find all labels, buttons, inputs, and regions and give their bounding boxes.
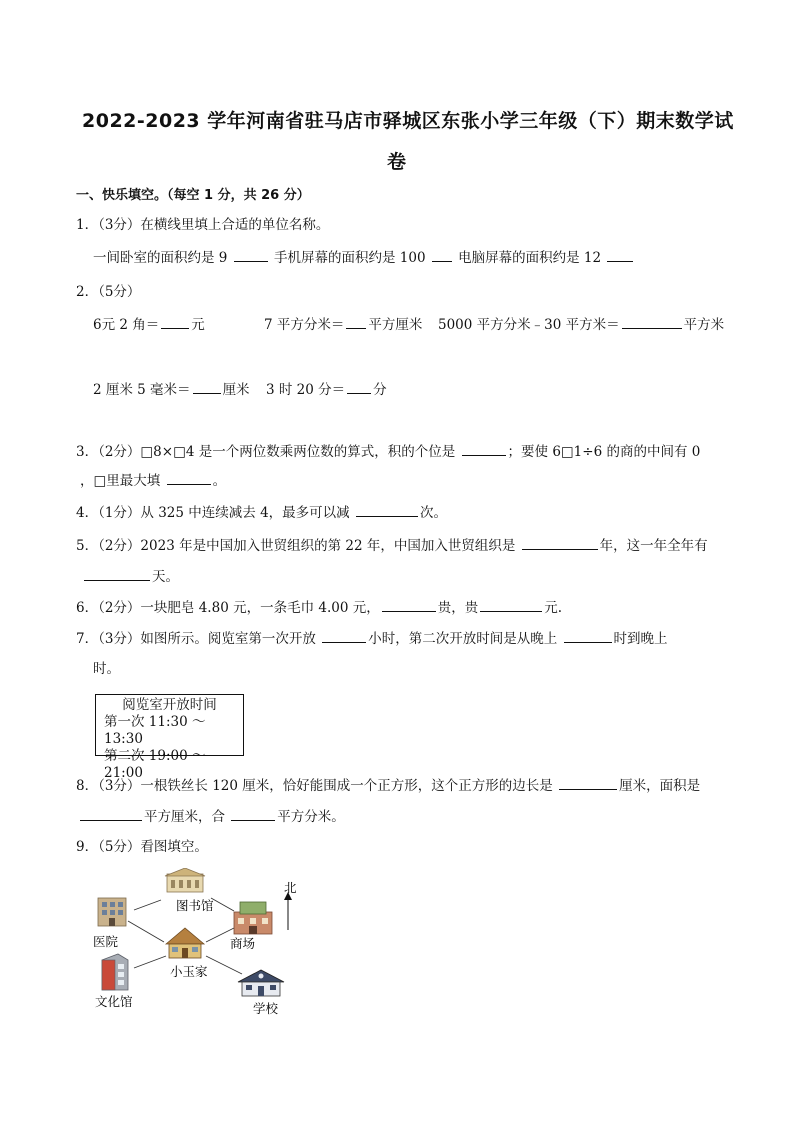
- section-heading: 一、快乐填空。（每空 1 分，共 26 分）: [76, 188, 310, 203]
- reading-room-hours-box: [95, 694, 244, 781]
- q2-e-text: 3 时 20 分＝: [266, 382, 346, 398]
- question-9-stem: 9．（5分）看图填空。: [76, 839, 208, 855]
- hospital-icon: [98, 898, 126, 926]
- q2-d-unit: 厘米: [222, 382, 250, 398]
- question-3-line1: [76, 442, 700, 461]
- home-icon: [166, 928, 204, 958]
- q5-text-a: 5．（2分）2023 年是中国加入世贸组织的第 22 年，中国加入世贸组织是: [76, 538, 516, 554]
- school-icon: [238, 970, 284, 996]
- box-title: 阅览室开放时间: [122, 697, 217, 713]
- q3-blank-b[interactable]: [167, 471, 211, 485]
- q3-text-a: 3．（2分）□8×□4 是一个两位数乘两位数的算式，积的个位是: [76, 444, 456, 460]
- q2-c-unit: 平方米: [683, 317, 725, 333]
- q2-blank-d[interactable]: [193, 380, 221, 394]
- mall-icon: [234, 902, 272, 934]
- q2-d-text: 2 厘米 5 毫米＝: [93, 382, 191, 398]
- q2-b-text: 7 平方分米＝: [264, 317, 345, 333]
- question-4: [76, 503, 447, 522]
- q6-text-a: 6．（2分）一块肥皂 4.80 元，一条毛巾 4.00 元，: [76, 600, 380, 616]
- q8-text-b: 厘米，面积是: [619, 778, 701, 794]
- q4-text-b: 次。: [419, 505, 447, 521]
- question-8-line1: [76, 776, 700, 795]
- q2-blank-e[interactable]: [347, 380, 371, 394]
- q5-text-c: 天。: [152, 569, 179, 585]
- q6-text-b: 贵，贵: [437, 600, 479, 616]
- q2-b-unit: 平方厘米: [368, 317, 423, 333]
- q2-item-e: [266, 380, 387, 399]
- page-title-line2: 卷: [387, 151, 407, 173]
- question-5-line2: [82, 567, 179, 586]
- q6-blank-b[interactable]: [480, 598, 542, 612]
- q1-blank-b[interactable]: [432, 248, 452, 262]
- q8-blank-b[interactable]: [80, 807, 142, 821]
- q3-text-d: 。: [212, 473, 227, 489]
- q2-blank-a[interactable]: [161, 315, 189, 329]
- q8-text-c: 平方厘米，合: [144, 809, 225, 825]
- mall-label: 商场: [230, 936, 256, 951]
- question-6: [76, 598, 562, 617]
- q2-item-c: [438, 315, 724, 334]
- box-row-first: 第一次 11:30 ～13:30: [104, 714, 206, 747]
- box-row-second: 第二次 19:00 ～21:00: [104, 748, 206, 781]
- question-8-line2: [78, 807, 345, 826]
- north-label: 北: [284, 880, 297, 895]
- library-icon: [165, 868, 205, 892]
- question-1-stem: 1．（3分）在横线里填上合适的单位名称。: [76, 217, 330, 233]
- page-title-line1: 2022-2023 学年河南省驻马店市驿城区东张小学三年级（下）期末数学试: [82, 110, 734, 132]
- q3-text-c: ，□里最大填: [80, 473, 161, 489]
- q8-blank-a[interactable]: [559, 776, 617, 790]
- q2-a-unit: 元: [191, 317, 205, 333]
- q7-text-b: 小时，第二次开放时间是从晚上: [368, 631, 558, 647]
- q2-e-unit: 分: [373, 382, 387, 398]
- q1-b-text: 手机屏幕的面积约是 100: [273, 250, 426, 266]
- q1-a-text: 一间卧室的面积约是 9: [93, 250, 228, 266]
- q7-blank-b[interactable]: [564, 629, 612, 643]
- question-5-line1: [76, 536, 708, 555]
- north-arrow-icon: [284, 892, 292, 930]
- q2-blank-c[interactable]: [622, 315, 682, 329]
- q5-blank-a[interactable]: [522, 536, 598, 550]
- question-7-line2: 时。: [93, 661, 120, 677]
- library-label: 图书馆: [176, 898, 214, 913]
- q1-c-text: 电脑屏幕的面积约是 12: [458, 250, 602, 266]
- q6-blank-a[interactable]: [382, 598, 436, 612]
- q2-blank-b[interactable]: [346, 315, 366, 329]
- q4-blank[interactable]: [356, 503, 418, 517]
- q3-text-b: ；要使 6□1÷6 的商的中间有 0: [507, 444, 701, 460]
- q5-blank-b[interactable]: [84, 567, 150, 581]
- culture-center-label: 文化馆: [95, 994, 133, 1009]
- q6-text-c: 元.: [544, 600, 563, 616]
- q4-text-a: 4．（1分）从 325 中连续减去 4，最多可以减: [76, 505, 350, 521]
- q7-blank-a[interactable]: [322, 629, 366, 643]
- location-map: [88, 868, 318, 1020]
- q1-blank-a[interactable]: [234, 248, 268, 262]
- q8-text-d: 平方分米。: [277, 809, 345, 825]
- q2-c-text: 5000 平方分米﹣30 平方米＝: [438, 317, 620, 333]
- q2-item-d: [93, 380, 250, 399]
- culture-center-icon: [102, 954, 128, 990]
- question-2-stem: 2．（5分）: [76, 284, 141, 300]
- q7-text-a: 7．（3分）如图所示。阅览室第一次开放: [76, 631, 316, 647]
- q2-a-text: 6元 2 角＝: [93, 317, 160, 333]
- q8-text-a: 8．（3分）一根铁丝长 120 厘米，恰好能围成一个正方形，这个正方形的边长是: [76, 778, 553, 794]
- q5-text-b: 年，这一年全年有: [599, 538, 708, 554]
- question-7-line1: [76, 629, 668, 648]
- q7-text-c: 时到晚上: [613, 631, 668, 647]
- q3-blank-a[interactable]: [462, 442, 506, 456]
- q8-blank-c[interactable]: [231, 807, 275, 821]
- school-label: 学校: [253, 1001, 279, 1016]
- hospital-label: 医院: [93, 934, 119, 949]
- q2-item-b: [264, 315, 422, 334]
- q1-blank-c[interactable]: [607, 248, 633, 262]
- question-3-line2: [80, 471, 226, 490]
- home-label: 小玉家: [170, 964, 208, 979]
- q2-item-a: [93, 315, 205, 334]
- question-1-line: [93, 248, 635, 267]
